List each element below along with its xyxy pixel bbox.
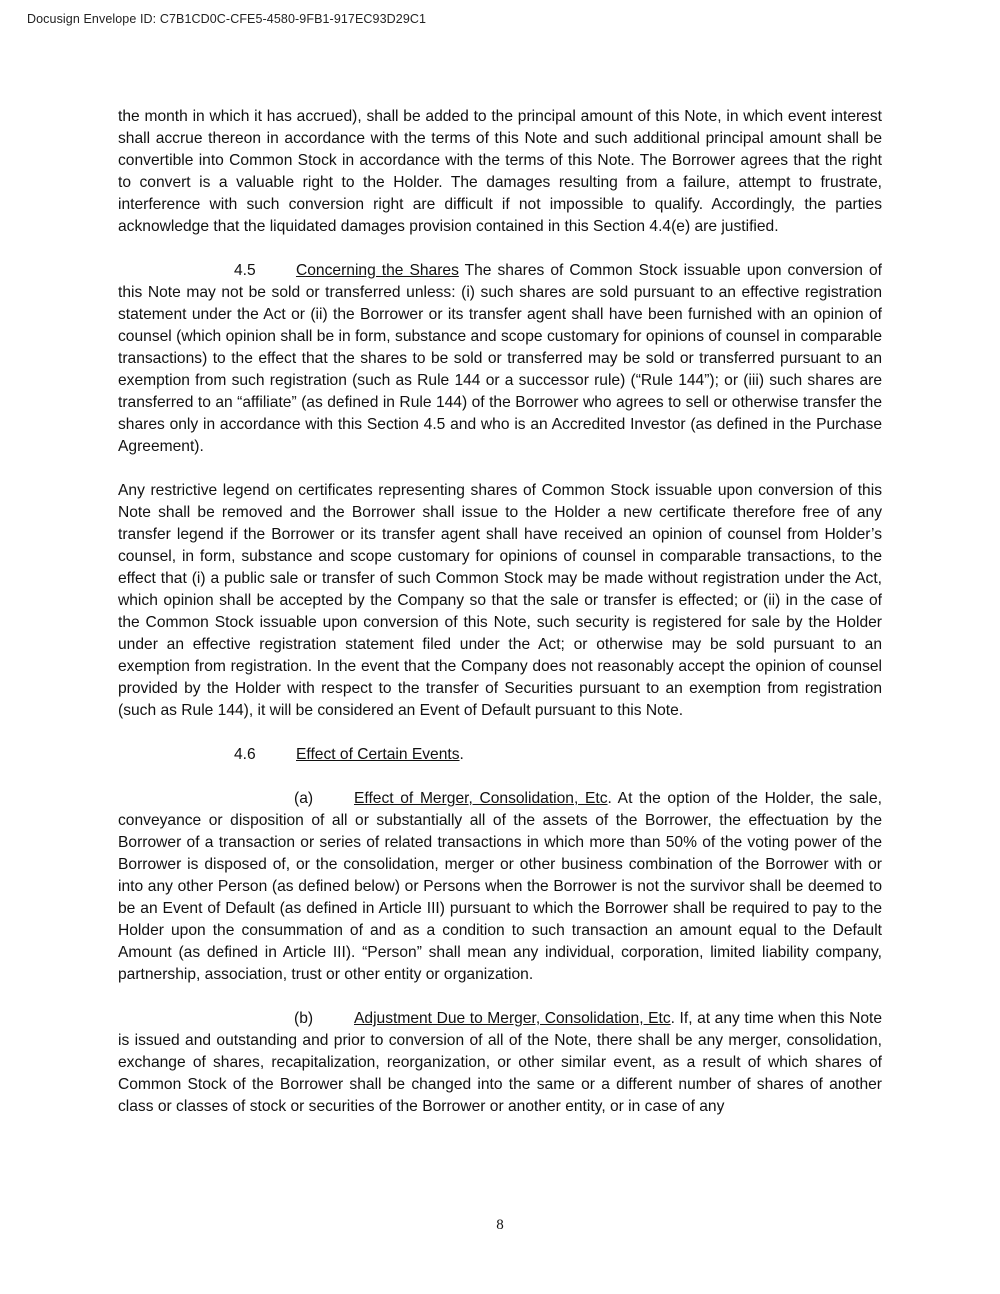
subsection-text: . If, at any time when this Note is issued and outstanding and prior to conversion of all of the Note, there shall be any merger, consolidation, exchange of shares, recapitalization, reorganization, or other similar event, as a result of which shares of Common Stock of the Borrower shall be changed into the same or a different number of shares of another class or classes of stock or securities of the Borrower or another entity, or in case of any [118, 1010, 883, 1115]
subsection-4-6-a [118, 788, 882, 986]
section-number: 4.5 [234, 262, 256, 279]
docusign-envelope-id: Docusign Envelope ID: C7B1CD0C-CFE5-4580-9FB1-917EC93D29C1 [27, 12, 427, 26]
section-number: 4.6 [234, 746, 256, 763]
subsection-title: Effect of Merger, Consolidation, Etc [354, 790, 608, 807]
subsection-number: (b) [294, 1010, 314, 1027]
section-4-6-heading [118, 744, 882, 766]
section-title: Effect of Certain Events [296, 746, 460, 763]
paragraph-restrictive-legend: Any restrictive legend on certificates representing shares of Common Stock issuable upon conversion of this Note shall be removed and the Borrower shall issue to the Holder a new certificate therefore free of any transfer legend if the Borrower or its transfer agent shall have received an opinion of counsel from Holder’s counsel, in form, substance and scope customary for opinions of counsel in comparable transactions, to the effect that (i) a public sale or transfer of such Common Stock may be made without registration under the Act, which opinion shall be accepted by the Company so that the sale or transfer is effected; or (ii) in the case of the Common Stock issuable upon conversion of this Note, such security is registered for sale by the Holder under an effective registration statement filed under the Act; or otherwise may be sold pursuant to an exemption from registration. In the event that the Company does not reasonably accept the opinion of counsel provided by the Holder with respect to the transfer of Securities pursuant to an exemption from registration (such as Rule 144), it will be considered an Event of Default pursuant to this Note. [118, 482, 882, 719]
section-4-5 [118, 260, 882, 458]
subsection-number: (a) [294, 790, 314, 807]
section-text: The shares of Common Stock issuable upon conversion of this Note may not be sold or transferred unless: (i) such shares are sold pursuant to an effective registration statement under the Act or (ii) the Borrower or its transfer agent shall have been furnished with an opinion of counsel (which opinion shall be in form, substance and scope customary for opinions of counsel in comparable transactions) to the effect that the shares to be sold or transferred may be sold or transferred pursuant to an exemption from such registration (such as Rule 144 or a successor rule) (“Rule 144”); or (iii) such shares are transferred to an “affiliate” (as defined in Rule 144) of the Borrower who agrees to sell or otherwise transfer the shares only in accordance with this Section 4.5 and who is an Accredited Investor (as defined in the Purchase Agreement). [118, 262, 882, 455]
page-number: 8 [496, 1217, 504, 1233]
section-title-period: . [459, 746, 464, 763]
document-body [118, 106, 882, 1118]
subsection-4-6-b [118, 1008, 882, 1118]
subsection-title: Adjustment Due to Merger, Consolidation, Etc [354, 1010, 671, 1027]
section-title: Concerning the Shares [296, 262, 459, 279]
subsection-text: . At the option of the Holder, the sale, conveyance or disposition of all or substantially all of the assets of the Borrower, the effectuation by the Borrower of a transaction or series of related transactions in which more than 50% of the voting power of the Borrower is disposed of, or the consolidation, merger or other business combination of the Borrower with or into any other Person (as defined below) or Persons when the Borrower is not the survivor shall be deemed to be an Event of Default (as defined in Article III) pursuant to which the Borrower shall be required to pay to the Holder upon the consummation of and as a condition to such transaction an amount equal to the Default Amount (as defined in Article III). “Person” shall mean any individual, corporation, limited liability company, partnership, association, trust or other entity or organization. [118, 790, 882, 983]
paragraph-continuation: the month in which it has accrued), shall be added to the principal amount of this Note, in which event interest shall accrue thereon in accordance with the terms of this Note and such additional principal amount shall be convertible into Common Stock in accordance with the terms of this Note. The Borrower agrees that the right to convert is a valuable right to the Holder. The damages resulting from a failure, attempt to frustrate, interference with such conversion right are difficult if not impossible to qualify. Accordingly, the parties acknowledge that the liquidated damages provision contained in this Section 4.4(e) are justified. [118, 108, 882, 235]
